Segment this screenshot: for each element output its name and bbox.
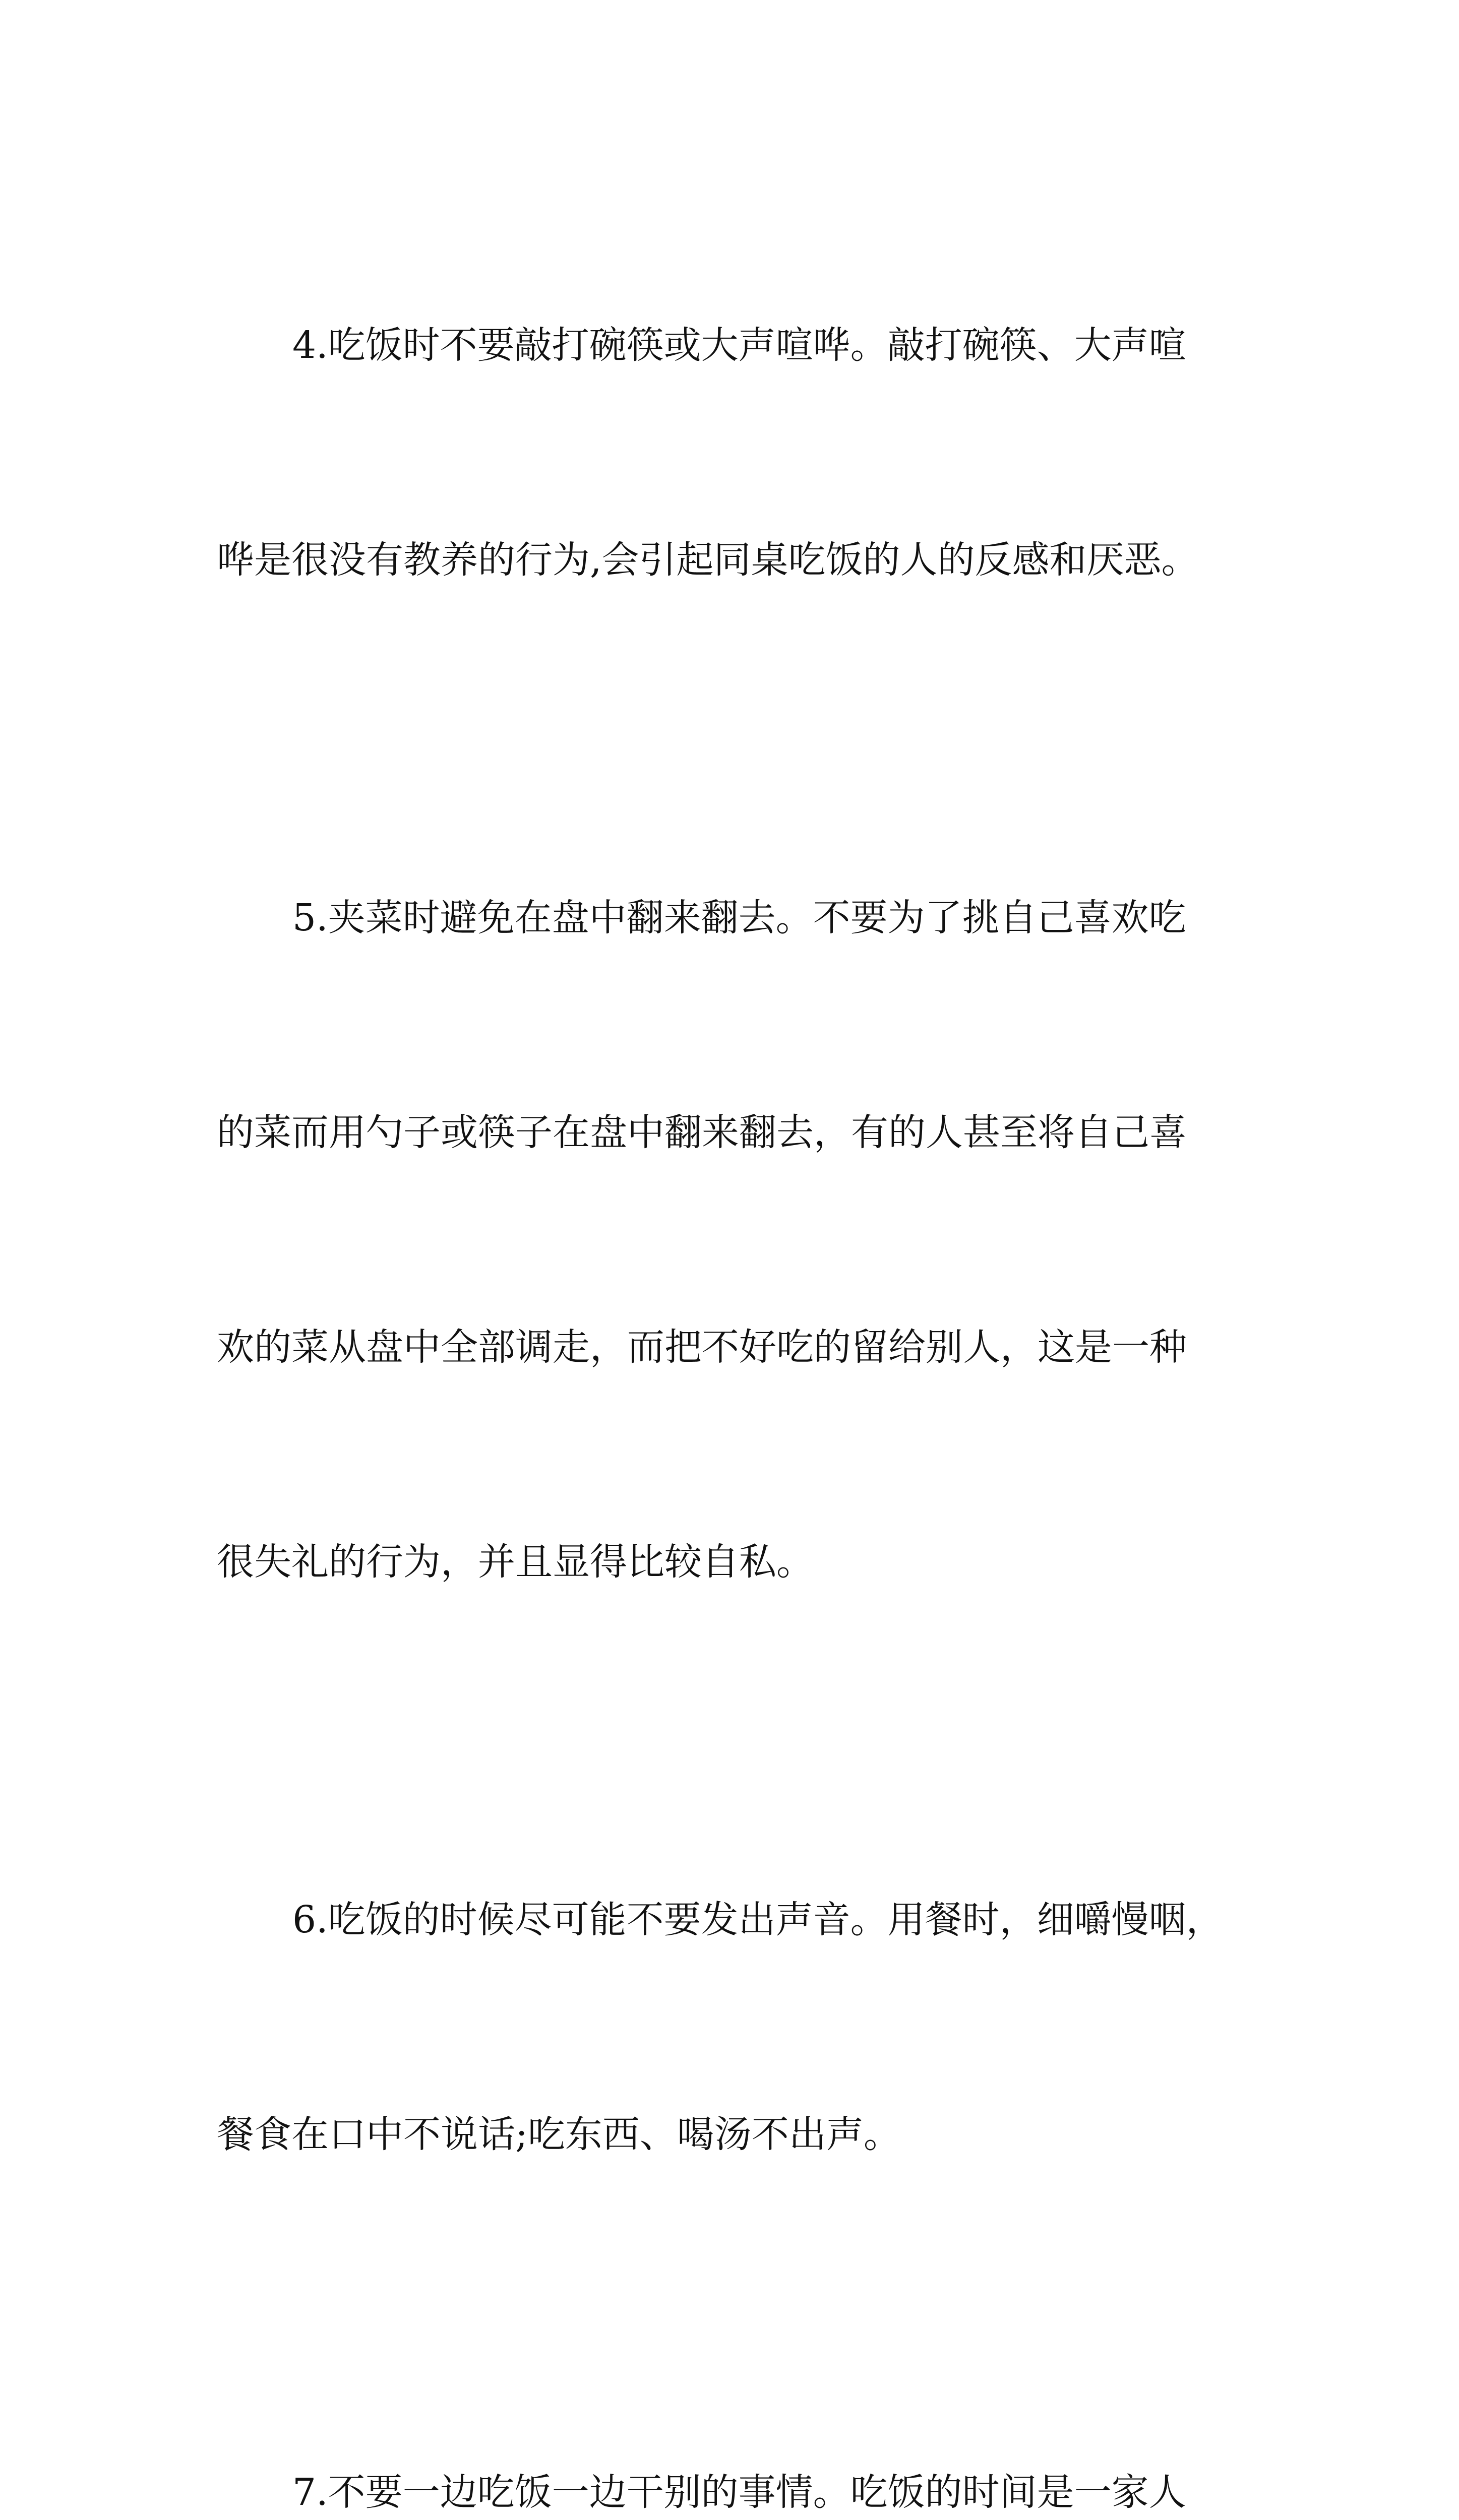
paragraph-rule-6 [217, 1741, 1245, 2313]
text-line: 欢的菜从盘中全部调走，而把不好吃的留给别人，这是一种 [217, 1326, 1187, 1369]
text-line: 的菜而用勺子或筷子在盘中翻来翻去，有的人甚至将自己喜 [217, 1111, 1187, 1154]
text-line: 7.不要一边吃饭一边干别的事情。吃饭的时间是一家人 [292, 2471, 1186, 2514]
text-line: 餐食在口中不说话;吃东西、喝汤不出声。 [217, 2113, 901, 2156]
paragraph-rule-7 [217, 2313, 1245, 2520]
text-line: 5.夹菜时避免在盘中翻来翻去。不要为了挑自己喜欢吃 [292, 896, 1186, 939]
paragraph-rule-4 [217, 166, 1245, 739]
text-line: 6.吃饭的时候尽可能不要发出声音。用餐时，细嚼慢咽， [292, 1898, 1224, 1941]
document-body [217, 166, 1245, 2520]
text-line: 哗是很没有教养的行为,会引起同桌吃饭的人的反感和厌恶。 [217, 538, 1199, 582]
text-line: 很失礼的行为，并且显得比较自私。 [217, 1540, 814, 1584]
text-line: 4.吃饭时不要敲打碗筷或大声喧哗。敲打碗筷、大声喧 [292, 324, 1186, 367]
paragraph-rule-5 [217, 739, 1245, 1741]
